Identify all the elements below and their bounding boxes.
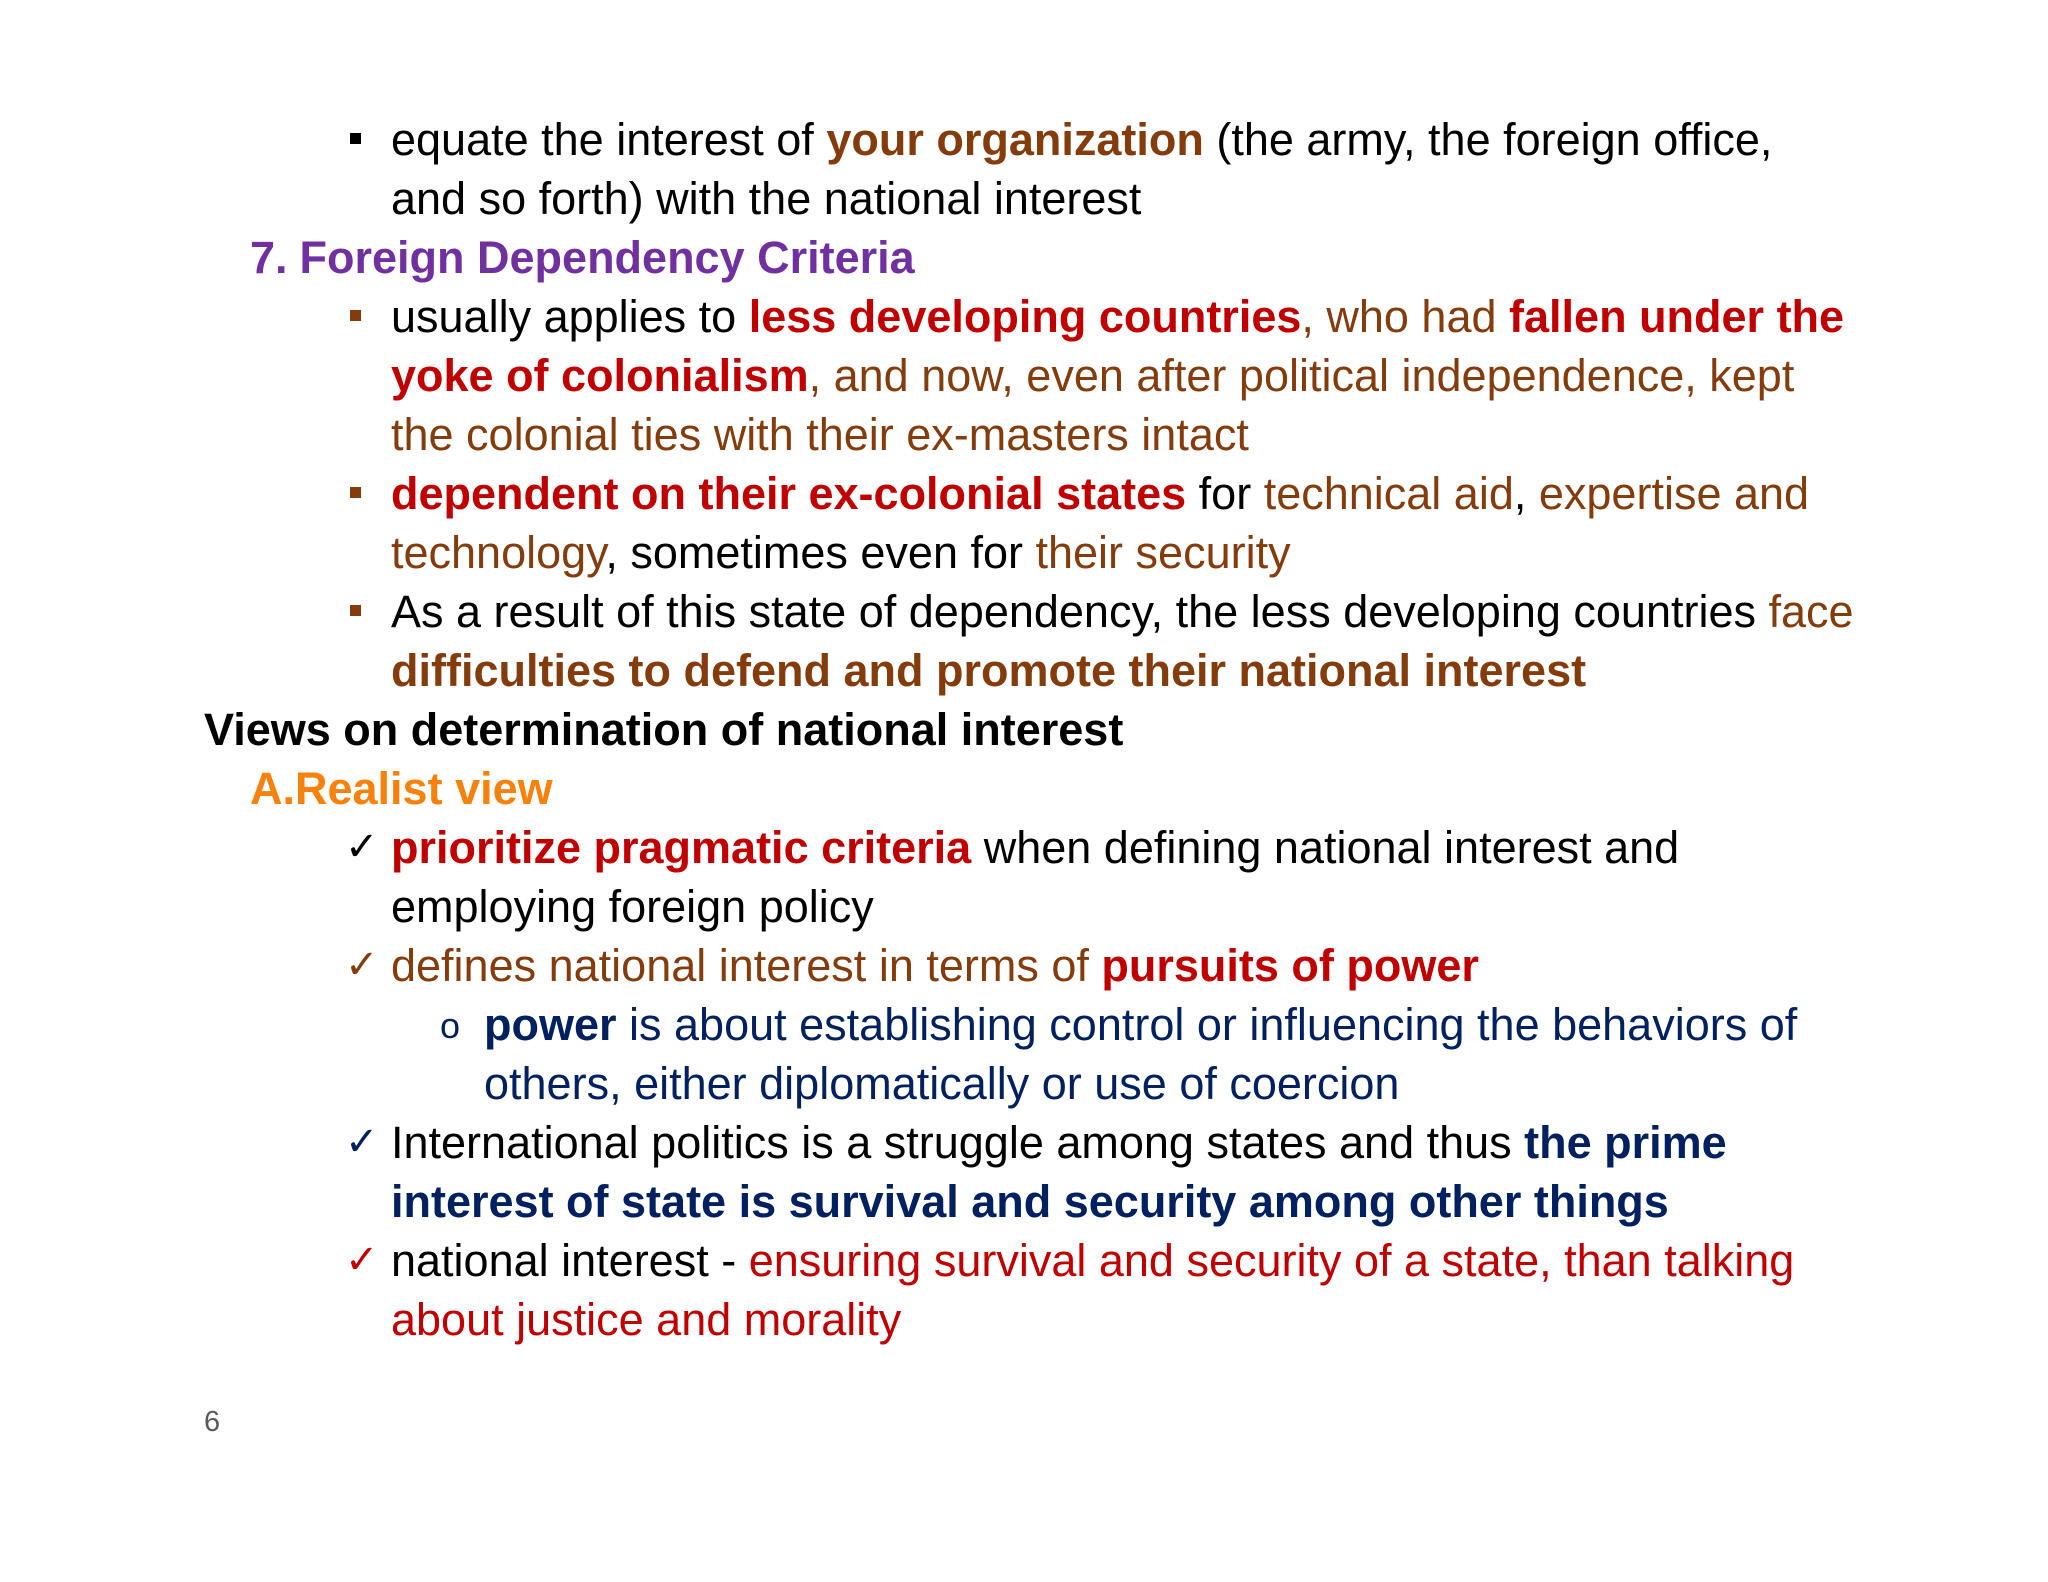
- sub1-line1: [484, 995, 1797, 1054]
- page-number: 6: [204, 1406, 221, 1438]
- text-run: dependent on their ex-colonial states: [391, 468, 1187, 519]
- text-run: your organization: [826, 114, 1204, 165]
- text-run: ,: [1513, 468, 1539, 519]
- check2-line1: [391, 936, 1479, 995]
- section-title: Foreign Dependency Criteria: [299, 232, 915, 283]
- bullet3-line2: [391, 523, 1291, 582]
- checkmark-icon: ✓: [345, 825, 379, 869]
- section7-heading: [250, 228, 915, 287]
- text-run: defines national interest in terms of: [391, 940, 1102, 991]
- text-run: less developing countries: [748, 291, 1302, 342]
- text-run: pursuits of power: [1101, 940, 1479, 991]
- checkmark-icon: ✓: [345, 943, 379, 987]
- text-run: when defining national interest and: [971, 822, 1680, 873]
- bullet1-line1: [391, 110, 1772, 169]
- text-run: , who had: [1301, 291, 1510, 342]
- square-bullet-icon: [350, 310, 361, 321]
- bullet3-line1: [391, 464, 1809, 523]
- text-run: technology: [391, 527, 606, 578]
- views-heading: Views on determination of national interest: [204, 704, 1124, 755]
- text-run: , sometimes even for: [605, 527, 1036, 578]
- bullet2-line2: [391, 346, 1794, 405]
- text-run: power: [484, 999, 617, 1050]
- checkmark-icon: ✓: [345, 1120, 379, 1164]
- text-run: (the army, the foreign office,: [1203, 114, 1773, 165]
- text-run: usually applies to: [391, 291, 749, 342]
- bullet4-line2: difficulties to defend and promote their national interest: [391, 645, 1587, 696]
- section-number: 7.: [250, 232, 288, 283]
- text-run: their security: [1035, 527, 1291, 578]
- text-run: technical aid: [1263, 468, 1514, 519]
- check3-line1: [391, 1113, 1727, 1172]
- text-run: yoke of colonialism: [391, 350, 809, 401]
- text-run: expertise and: [1538, 468, 1810, 519]
- realist-view-heading: A.Realist view: [250, 763, 553, 814]
- check1-line2: employing foreign policy: [391, 881, 874, 932]
- text-run: fallen under the: [1509, 291, 1845, 342]
- text-run: equate the interest of: [391, 114, 827, 165]
- bullet2-line1: [391, 287, 1844, 346]
- square-bullet-icon: [350, 605, 361, 616]
- circle-bullet-icon: o: [440, 1005, 461, 1046]
- text-run: face: [1768, 586, 1854, 637]
- square-bullet-icon: [350, 133, 361, 144]
- text-run: is about establishing control or influencing the behaviors of: [616, 999, 1798, 1050]
- sub1-line2: others, either diplomatically or use of coercion: [484, 1058, 1400, 1109]
- bullet2-line3: the colonial ties with their ex-masters intact: [391, 409, 1249, 460]
- text-run: , and now, even after political independence, kept: [808, 350, 1795, 401]
- square-bullet-icon: [350, 487, 361, 498]
- checkmark-icon: ✓: [345, 1238, 379, 1282]
- text-run: national interest -: [391, 1235, 749, 1286]
- bullet1-line2: and so forth) with the national interest: [391, 173, 1142, 224]
- text-run: for: [1186, 468, 1264, 519]
- text-run: As a result of this state of dependency, the less developing countries: [391, 586, 1769, 637]
- check4-line2: about justice and morality: [391, 1294, 902, 1345]
- text-run: prioritize pragmatic criteria: [391, 822, 972, 873]
- text-run: the prime: [1524, 1117, 1727, 1168]
- bullet4-line1: [391, 582, 1854, 641]
- check4-line1: [391, 1231, 1794, 1290]
- check3-line2: interest of state is survival and security among other things: [391, 1176, 1669, 1227]
- check1-line1: [391, 818, 1679, 877]
- text-run: ensuring survival and security of a state, than talking: [748, 1235, 1795, 1286]
- text-run: International politics is a struggle among states and thus: [391, 1117, 1525, 1168]
